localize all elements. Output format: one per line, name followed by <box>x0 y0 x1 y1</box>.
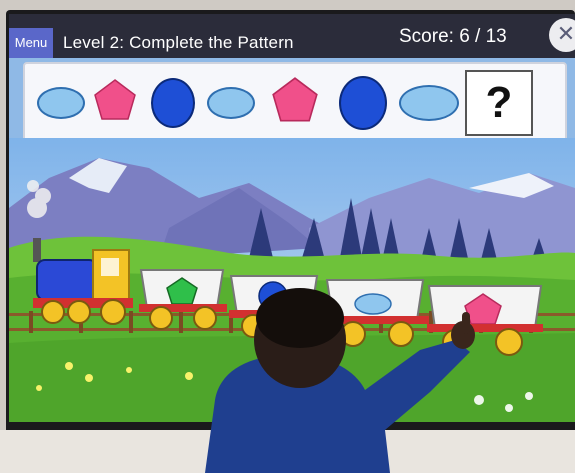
close-icon[interactable]: ✕ <box>549 18 575 52</box>
menu-button[interactable]: Menu <box>9 28 53 58</box>
score-display: Score: 6 / 13 <box>399 26 507 47</box>
level-title: Level 2: Complete the Pattern <box>63 33 294 52</box>
answer-box[interactable]: ? <box>465 70 533 136</box>
